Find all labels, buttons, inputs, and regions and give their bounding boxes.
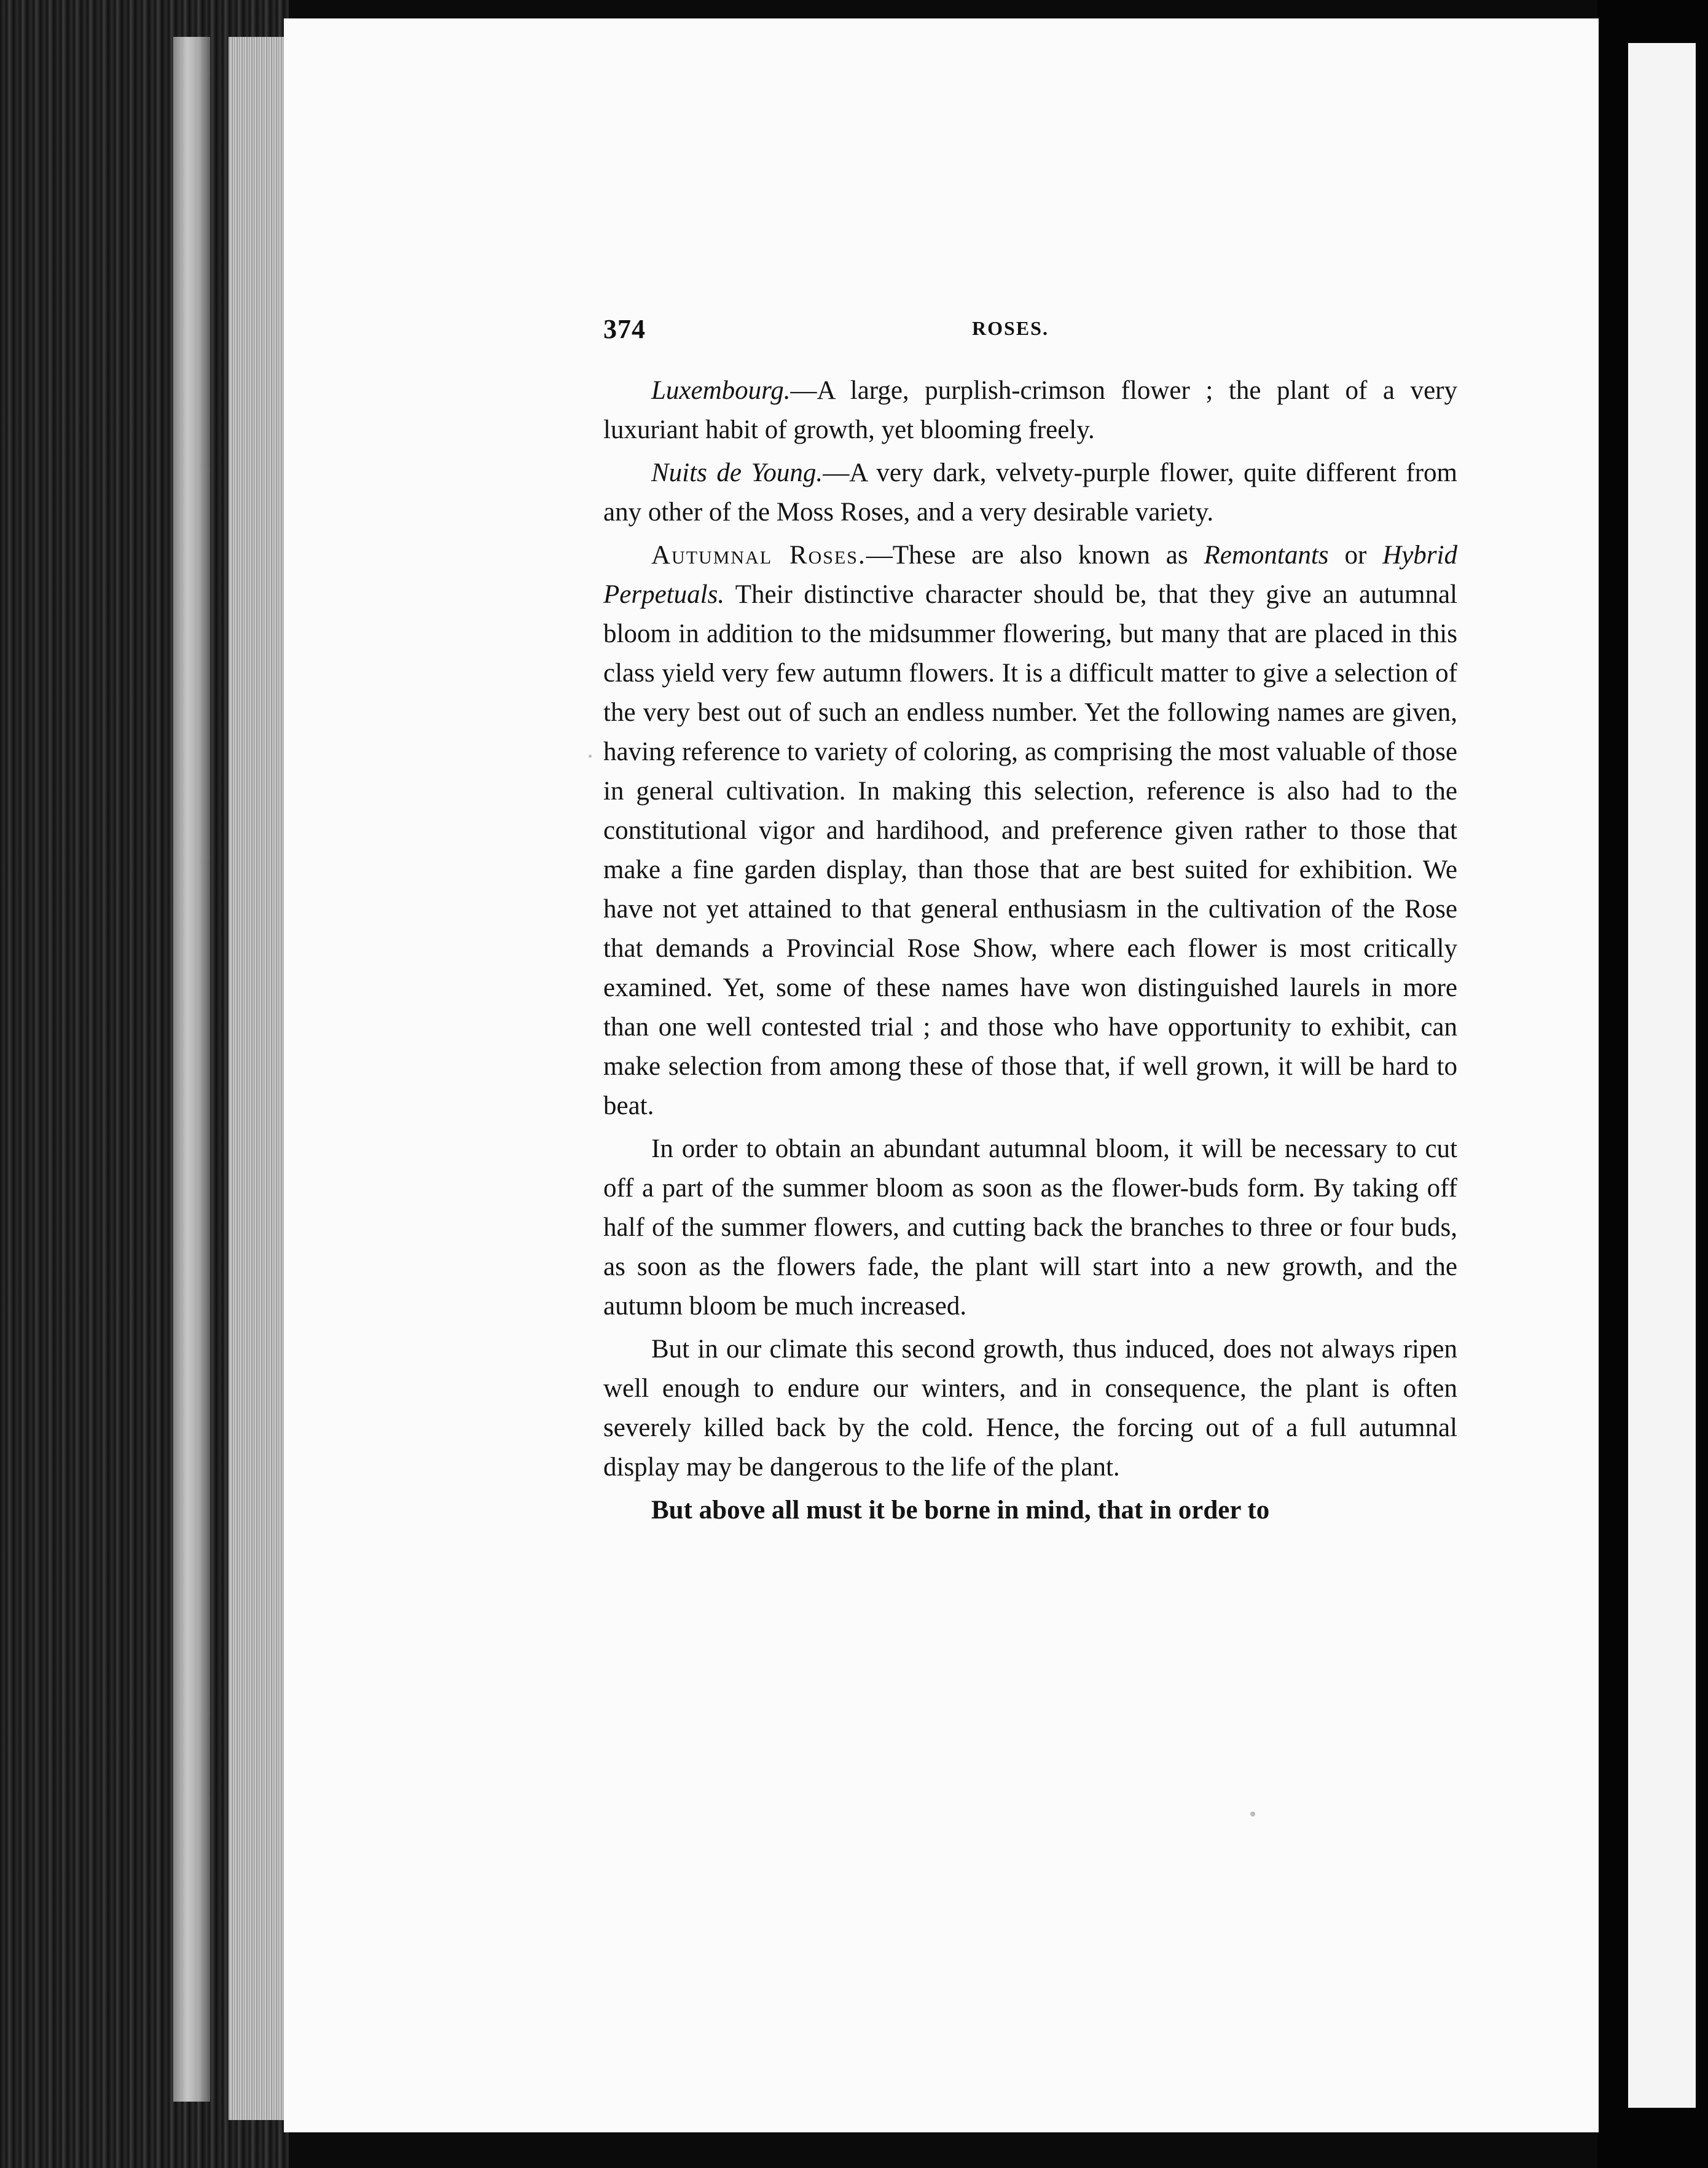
paragraph-text: —A very dark, velvety-purple flower, quite different from any other of the Moss Roses, and a very desirable variety. <box>603 458 1457 527</box>
page-stack-edges <box>229 37 284 2120</box>
body-text <box>603 371 1457 1534</box>
next-page-sliver <box>1628 43 1696 2108</box>
variety-name: Luxembourg. <box>651 376 791 405</box>
paragraph-luxembourg <box>603 371 1457 450</box>
italic-term: Remontants <box>1204 541 1329 570</box>
paragraph-text: or <box>1328 541 1383 570</box>
paper-speck <box>1250 1812 1255 1816</box>
paragraph-text: Their distinctive character should be, that they give an autumnal bloom in addition to the midsummer flowering, but many that are placed in this class yield very few autumn flowers. It is a difficult matter to give a selection of the very best out of such an endless number. Yet the following names are given, having reference to variety of coloring, as comprising the most valuable of those in general cultivation. In making this selection, reference is also had to the constitutional vigor and hardihood, and preference given rather to those that make a fine garden display, than those that are best suited for exhibition. We have not yet attained to that general enthusiasm in the cultivation of the Rose that demands a Provincial Rose Show, where each flower is most critically examined. Yet, some of these names have won distinguished laurels in more than one well contested trial ; and those who have opportunity to exhibit, can make selection from among these of those that, if well grown, it will be hard to beat. <box>603 580 1457 1120</box>
italic-term: Hybrid Perpetuals. <box>603 541 1457 609</box>
paragraph-text: —These are also known as <box>866 541 1204 570</box>
section-heading: Autumnal Roses. <box>651 541 866 570</box>
variety-name: Nuits de Young. <box>651 458 823 487</box>
paragraph-nuits-de-young <box>603 454 1457 532</box>
paragraph-climate <box>603 1330 1457 1487</box>
running-head: ROSES. <box>972 317 1049 339</box>
page-header <box>603 313 1457 350</box>
paragraph-autumnal-roses <box>603 536 1457 1126</box>
paragraph-text: But in our climate this second growth, thus induced, does not always ripen well enough to endure our winters, and in consequence, the plant is often severely killed back by the cold. Hence, the forcing out of a full autumnal display may be dangerous to the life of the plant. <box>603 1335 1457 1482</box>
page-number: 374 <box>603 314 646 344</box>
spine-highlight <box>173 37 210 2102</box>
paragraph-text: —A large, purplish-crimson flower ; the plant of a very luxuriant habit of growth, yet blooming freely. <box>603 376 1457 444</box>
paragraph-text: In order to obtain an abundant autumnal bloom, it will be necessary to cut off a part of the summer bloom as soon as the flower-buds form. By taking off half of the summer flowers, and cutting back the branches to three or four buds, as soon as the flowers fade, the plant will start into a new growth, and the autumn bloom be much increased. <box>603 1134 1457 1321</box>
paper-speck <box>589 755 592 758</box>
paragraph-final-line <box>603 1491 1457 1530</box>
paragraph-autumnal-bloom <box>603 1129 1457 1326</box>
paragraph-text: But above all must it be borne in mind, that in order to <box>651 1496 1270 1525</box>
